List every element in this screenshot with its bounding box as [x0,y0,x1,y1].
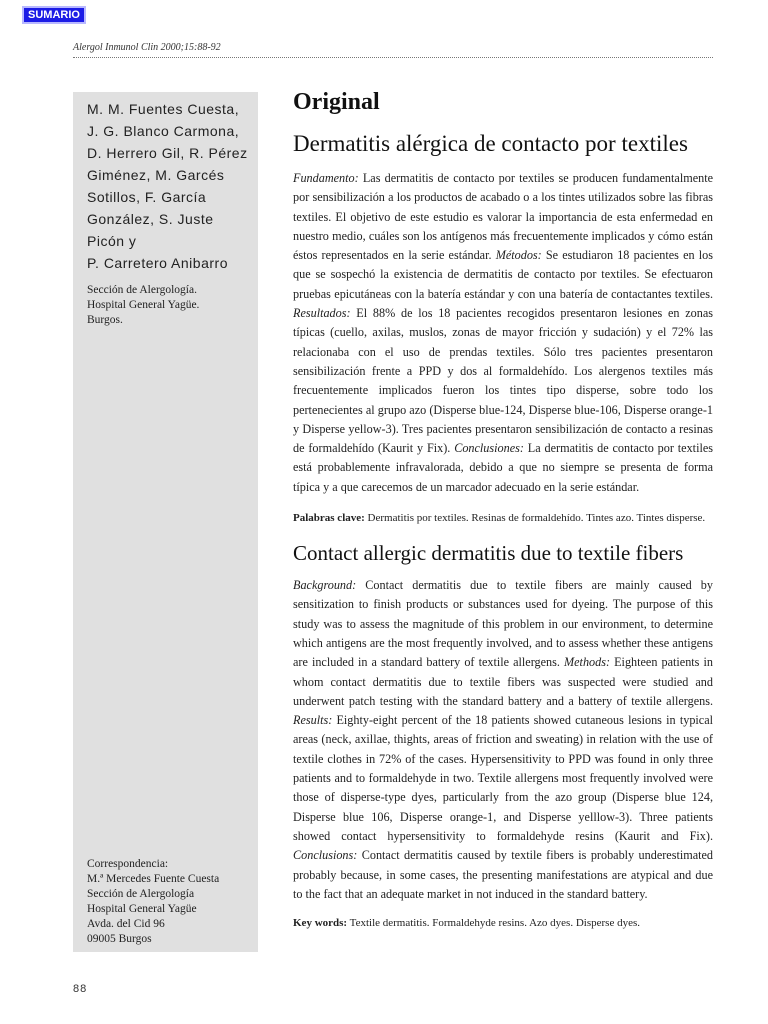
abstract-text: Eighteen patients in whom contact dermatitis due to textile fibers was suspected were studied and underwent patch testing with the standard battery and a battery of textile allergens. [293,655,713,708]
abstract-text: Contact dermatitis caused by textile fibers is probably underestimated probably because, in some cases, the presenting manifestations are atypical and due to the fact that an adequate market in not induced in the standard battery. [293,848,713,901]
correspondence-line: 09005 Burgos [87,933,152,945]
abstract-heading: Background: [293,578,357,593]
correspondence-line: M.ª Mercedes Fuente Cuesta [87,873,220,885]
abstract-text: El 88% de los 18 pacientes recogidos presentaron lesiones en zonas típicas (cuello, axilas, muslos, zonas de mayor fricción y sudación) y el 72% las relacionaba con el uso de prendas textiles. Sólo tres pacientes presentaron sensibilización frente a PPD y dos al formaldehído. Los alergenos textiles más frecuentemente implicados fueron los tintes tipo disperse, sobre todo los pertenecientes al grupo azo (Disperse blue-124, Disperse blue-106, Disperse orange-1 y Disperse yellow-3). Tres pacientes presentaron sensibilización de contacto a resinas de formaldehído (Kaurit y Fix). [293,306,713,456]
article-main [293,85,713,931]
correspondence-line: Avda. del Cid 96 [87,918,165,930]
keywords-label: Key words: [293,917,348,930]
author-sidebar [73,92,258,952]
author-line: M. M. Fuentes Cuesta, [87,101,240,117]
abstract-heading: Fundamento: [293,171,359,185]
author-line: González, S. Juste [87,211,214,227]
abstract-es [293,169,713,497]
correspondence-line: Sección de Alergología [87,888,195,900]
abstract-text: Las dermatitis de contacto por textiles se producen fundamentalmente por sensibilización a los productos de acabado o a los tintes utilizados sobre las fibras textiles. El objetivo de este estudio es valorar la importancia de esta enfermedad en nuestro medio, cuáles son los antígenos más frecuentemente implicados y cómo están éstos representados en la serie estándar. [293,171,713,263]
keywords-text: Textile dermatitis. Formaldehyde resins. Azo dyes. Disperse dyes. [347,917,640,930]
author-line: J. G. Blanco Carmona, [87,123,240,139]
affiliation-line: Hospital General Yagüe. [87,299,200,311]
section-label: Original [293,89,380,115]
journal-citation: Alergol Inmunol Clin 2000;15:88-92 [73,42,221,53]
correspondence-line: Hospital General Yagüe [87,903,197,915]
sumario-button[interactable]: SUMARIO [22,6,86,24]
abstract-heading: Methods: [564,655,611,670]
abstract-heading: Results: [293,713,333,728]
affiliation [87,283,252,328]
correspondence-line: Correspondencia: [87,858,169,870]
abstract-heading: Conclusiones: [454,441,524,456]
keywords-label: Palabras clave: [293,512,365,525]
article-title-es: Dermatitis alérgica de contacto por textiles [293,131,688,156]
affiliation-line: Sección de Alergología. [87,284,197,296]
author-line: Picón y [87,233,137,249]
author-line: D. Herrero Gil, R. Pérez [87,145,248,161]
keywords-text: Dermatitis por textiles. Resinas de formaldehído. Tintes azo. Tintes disperse. [364,512,706,525]
author-line: P. Carretero Anibarro [87,255,228,271]
affiliation-line: Burgos. [87,314,123,326]
author-line: Giménez, M. Garcés [87,167,225,183]
page-number: 88 [73,983,88,995]
article-title-en: Contact allergic dermatitis due to textile fibers [293,541,684,566]
abstract-heading: Resultados: [293,306,351,321]
abstract-text: Contact dermatitis due to textile fibers are mainly caused by sensitization to finish products or substances used for dyeing. The purpose of this study was to assess the magnitude of this problem in our environment, to determine which antigens are the most frequently involved, and to assess whether these antigens are included in a standard battery of textile allergens. [293,578,713,670]
abstract-heading: Métodos: [495,248,542,263]
header-divider [73,57,713,58]
keywords-es [293,511,713,526]
abstract-text: Se estudiaron 18 pacientes en los que se sospechó la existencia de dermatitis de contacto por textiles. Se efectuaron pruebas epicutáneas con la batería estándar y con una batería de contactantes textiles. [293,248,713,301]
abstract-heading: Conclusions: [293,848,358,863]
abstract-text: Eighty-eight percent of the 18 patients showed cutaneous lesions in typical areas (neck, axillae, thights, areas of friction and sweating) in relation with the use of textile clothes in 72% of the cases. Hypersensitivity to PPD was found in only three patients and to formaldehyde in two. Textile allergens most frequently involved were those of disperse-type dyes, particularly from the azo group (Disperse blue 124, Disperse blue 106, Disperse orange-1, and Disperse yelllow-3). Three patients showed contact hypersensitivity to formaldehyde resins (Kaurit and Fix). [293,713,713,843]
abstract-text: La dermatitis de contacto por textiles está probablemente infravalorada, debido a que no siempre se presenta de forma típica y a que carecemos de un marcador adecuado en la serie estándar. [293,441,713,494]
author-line: Sotillos, F. García [87,189,207,205]
correspondence [87,857,255,947]
keywords-en [293,916,713,931]
abstract-en [293,576,713,904]
author-list [87,98,257,274]
